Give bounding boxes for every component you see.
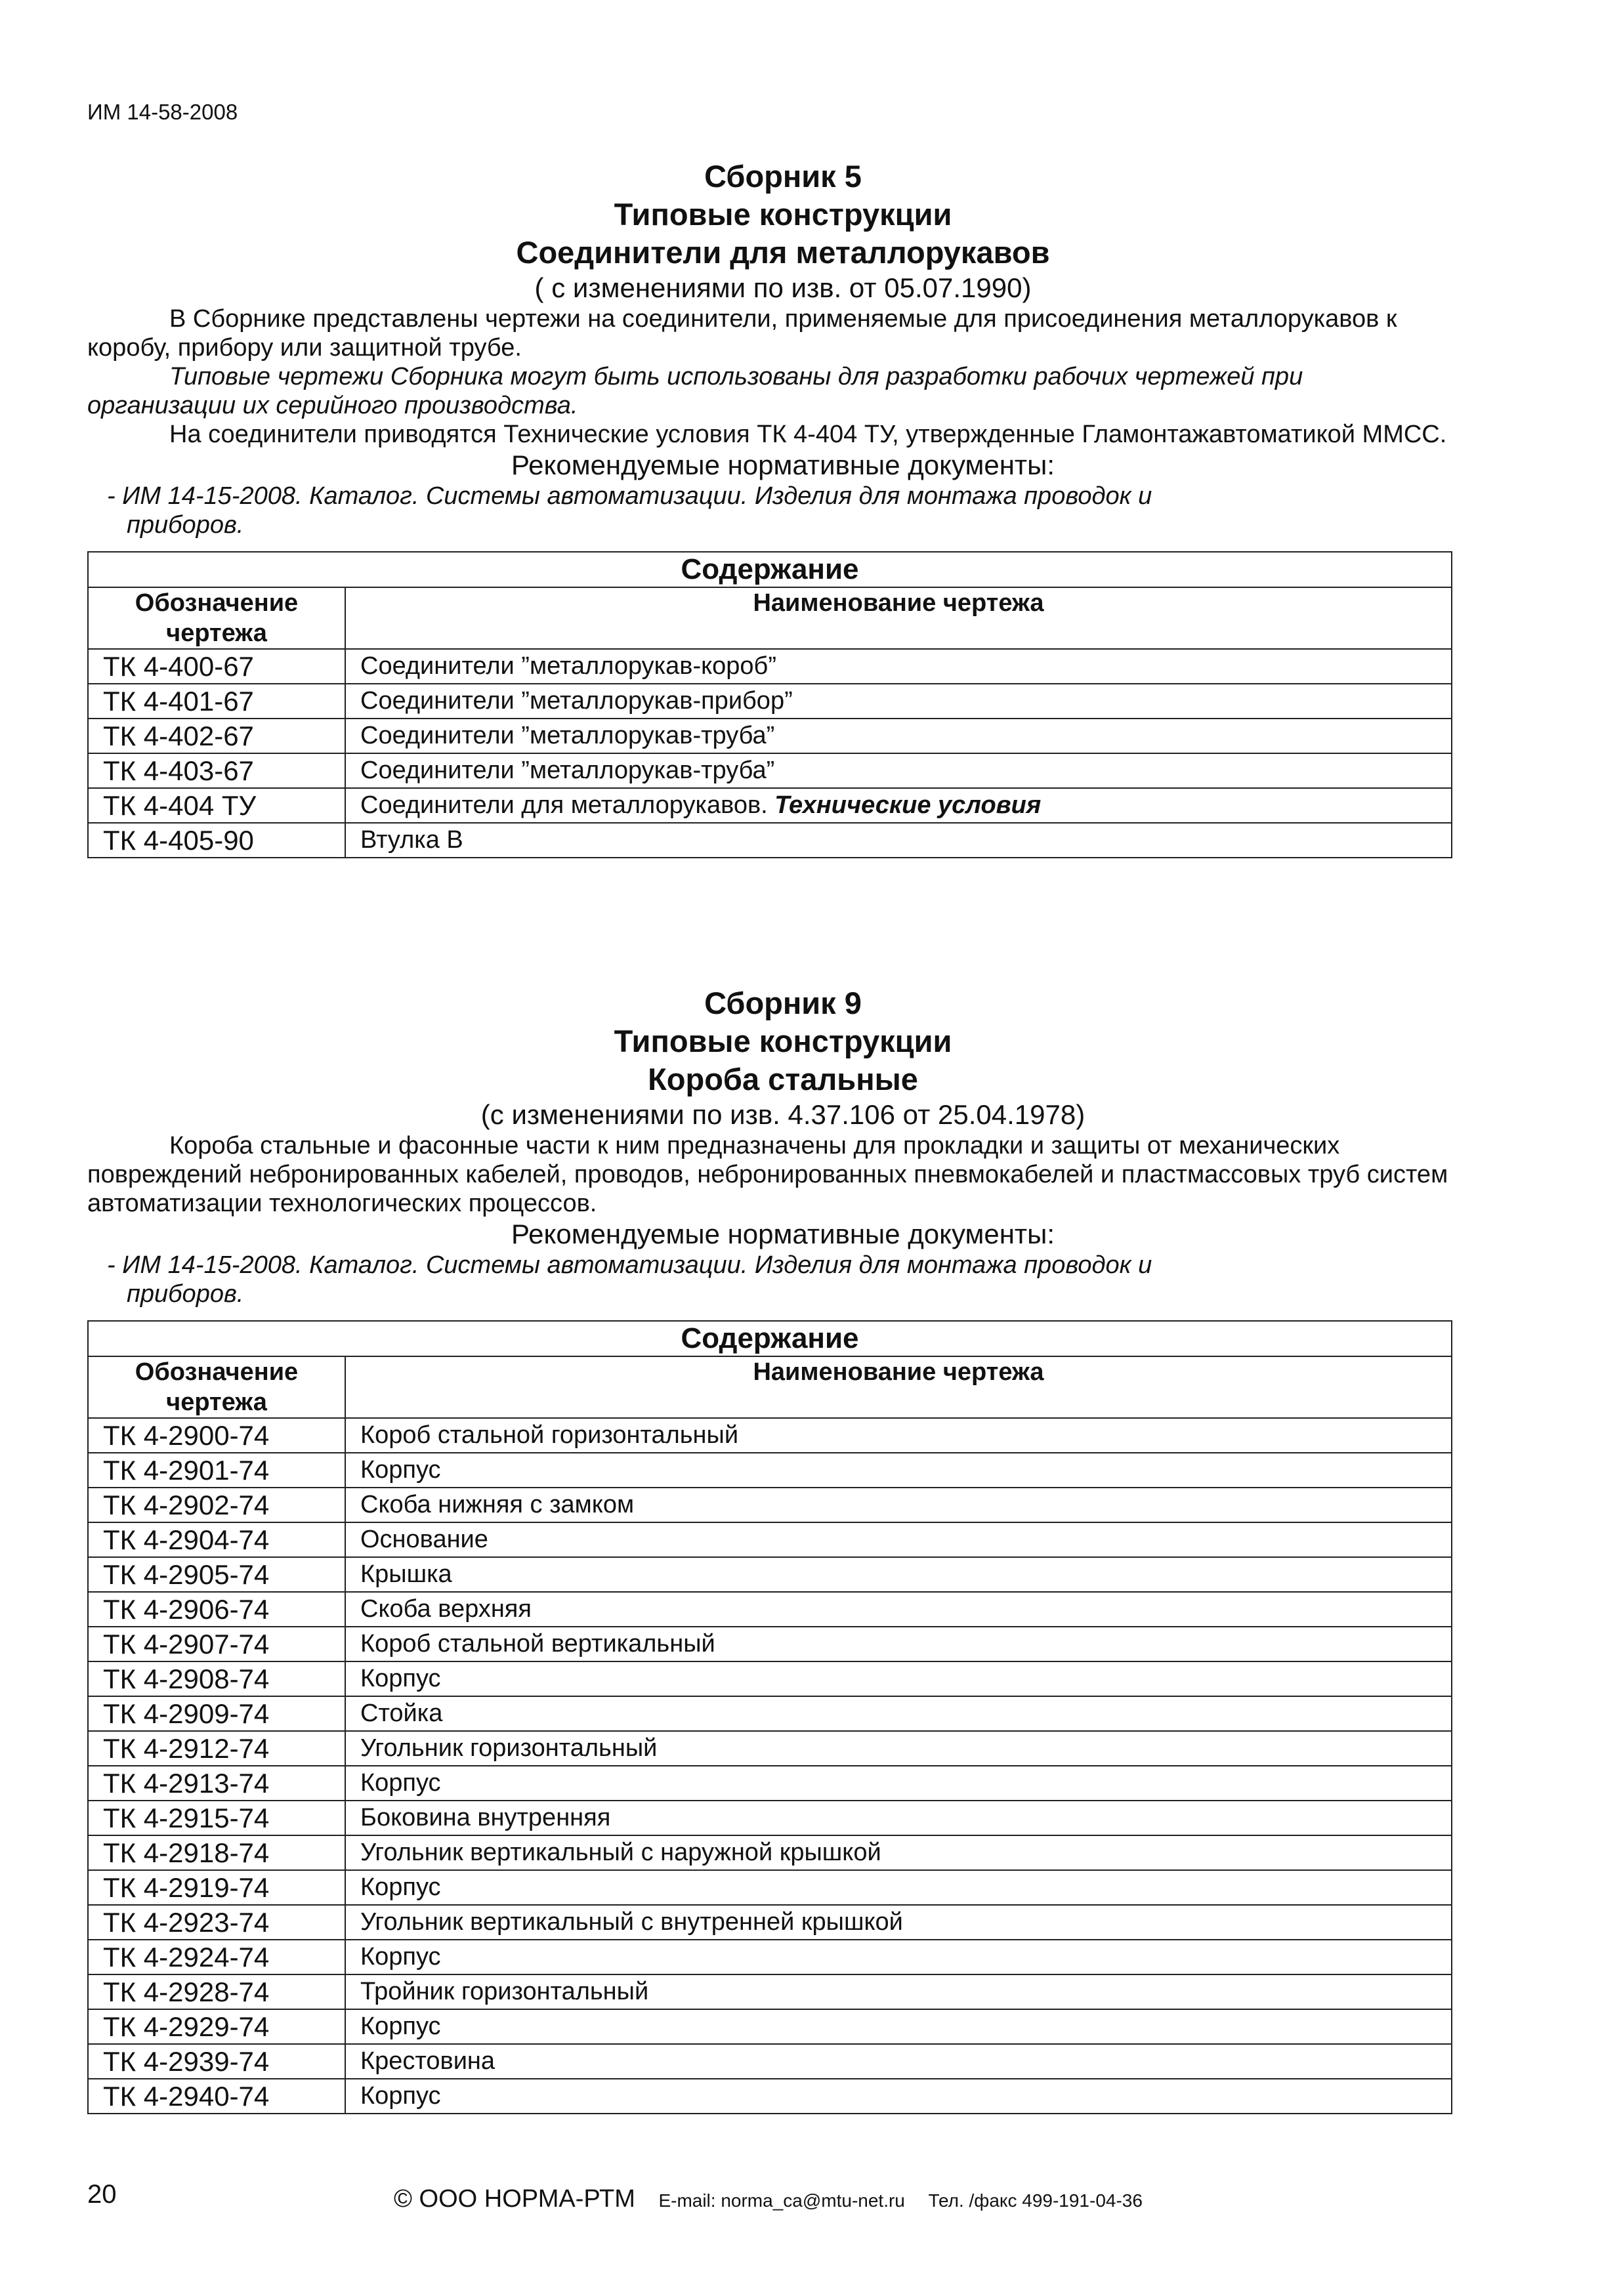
table-row (88, 1835, 1452, 1870)
copyright: © ООО НОРМА-РТМ (394, 2185, 635, 2213)
column-header-name: Наименование чертежа (345, 1356, 1452, 1418)
table-row (88, 2009, 1452, 2044)
drawing-name-text: Соединители ”металлорукав-прибор” (360, 687, 793, 715)
table-row (88, 719, 1452, 753)
drawing-code: ТК 4-403-67 (88, 753, 345, 788)
drawing-name: Корпус (345, 1870, 1452, 1905)
table-row (88, 788, 1452, 823)
recommended-doc-text: - ИМ 14-15-2008. Каталог. Системы автоматизации. Изделия для монтажа проводок и (107, 1251, 1152, 1279)
drawing-code: ТК 4-2908-74 (88, 1661, 345, 1696)
column-header-code: Обозначение чертежа (88, 1356, 345, 1418)
drawing-name-text: Соединители ”металлорукав-труба” (360, 722, 775, 749)
drawing-name: Корпус (345, 2009, 1452, 2044)
table-row (88, 753, 1452, 788)
drawing-code: ТК 4-2940-74 (88, 2079, 345, 2114)
table-row (88, 1592, 1452, 1627)
table-row (88, 1661, 1452, 1696)
table-row (88, 649, 1452, 684)
table-row (88, 1870, 1452, 1905)
recommended-doc-item (87, 1251, 1452, 1308)
changes-note: (с изменениями по изв. 4.37.106 от 25.04.1978) (480, 1099, 1086, 1130)
drawing-name-text: Соединители ”металлорукав-труба” (360, 757, 775, 784)
drawing-name: Крышка (345, 1557, 1452, 1592)
drawing-name: Угольник горизонтальный (345, 1731, 1452, 1766)
drawing-code: ТК 4-401-67 (88, 684, 345, 719)
drawing-code: ТК 4-2923-74 (88, 1905, 345, 1940)
collection-5-section (87, 157, 1452, 858)
document-code: ИМ 14-58-2008 (87, 100, 238, 124)
drawing-name-text: Соединители для металлорукавов. (360, 791, 775, 819)
drawing-code: ТК 4-2906-74 (88, 1592, 345, 1627)
drawing-code: ТК 4-2912-74 (88, 1731, 345, 1766)
contents-table (87, 551, 1452, 858)
drawing-name: Основание (345, 1522, 1452, 1557)
drawing-name (345, 788, 1452, 823)
changes-note: ( с изменениями по изв. от 05.07.1990) (534, 272, 1032, 303)
recommended-docs-heading: Рекомендуемые нормативные документы: (511, 449, 1055, 480)
drawing-name: Короб стальной вертикальный (345, 1627, 1452, 1661)
table-caption: Содержание (88, 1321, 1452, 1356)
table-row (88, 1696, 1452, 1731)
drawing-name (345, 649, 1452, 684)
drawing-code: ТК 4-2907-74 (88, 1627, 345, 1661)
drawing-code: ТК 4-2919-74 (88, 1870, 345, 1905)
recommended-doc-item (87, 482, 1452, 539)
recommended-doc-text-cont: приборов. (127, 1280, 244, 1308)
table-caption: Содержание (88, 552, 1452, 587)
drawing-code: ТК 4-2901-74 (88, 1453, 345, 1488)
table-row (88, 2079, 1452, 2114)
drawing-name: Боковина внутренняя (345, 1801, 1452, 1835)
drawing-name: Корпус (345, 1766, 1452, 1801)
column-header-name: Наименование чертежа (345, 587, 1452, 649)
contents-table (87, 1320, 1452, 2114)
drawing-code: ТК 4-2929-74 (88, 2009, 345, 2044)
table-row (88, 2044, 1452, 2079)
drawing-code: ТК 4-2902-74 (88, 1488, 345, 1522)
drawing-name: Корпус (345, 1453, 1452, 1488)
collection-topic: Короба стальные (648, 1062, 918, 1096)
phone-fax: Тел. /факс 499-191-04-36 (928, 2190, 1143, 2211)
drawing-code: ТК 4-2924-74 (88, 1940, 345, 1974)
drawing-name: Корпус (345, 1661, 1452, 1696)
collection-title: Сборник 9 (704, 986, 862, 1020)
recommended-docs-heading: Рекомендуемые нормативные документы: (511, 1219, 1055, 1249)
description-paragraph: Типовые чертежи Сборника могут быть использованы для разработки рабочих чертежей при организации их серийного производства. (87, 363, 1303, 419)
table-row (88, 1974, 1452, 2009)
drawing-name: Скоба верхняя (345, 1592, 1452, 1627)
drawing-name: Скоба нижняя с замком (345, 1488, 1452, 1522)
drawing-code: ТК 4-404 ТУ (88, 788, 345, 823)
drawing-name: Крестовина (345, 2044, 1452, 2079)
drawing-name-emphasis: Технические условия (774, 791, 1042, 819)
drawing-code: ТК 4-2928-74 (88, 1974, 345, 2009)
table-row (88, 1453, 1452, 1488)
drawing-code: ТК 4-402-67 (88, 719, 345, 753)
table-row (88, 1418, 1452, 1453)
drawing-code: ТК 4-2904-74 (88, 1522, 345, 1557)
drawing-code: ТК 4-2909-74 (88, 1696, 345, 1731)
table-row (88, 1905, 1452, 1940)
drawing-name: Корпус (345, 1940, 1452, 1974)
collection-subtitle: Типовые конструкции (614, 1024, 952, 1058)
column-header-code: Обозначение чертежа (88, 587, 345, 649)
email-link[interactable]: E-mail: norma_ca@mtu-net.ru (658, 2190, 905, 2211)
table-row (88, 1488, 1452, 1522)
drawing-code: ТК 4-2939-74 (88, 2044, 345, 2079)
drawing-name-text: Соединители ”металлорукав-короб” (360, 652, 776, 680)
table-row (88, 1766, 1452, 1801)
drawing-name: Тройник горизонтальный (345, 1974, 1452, 2009)
drawing-name-text: Втулка В (360, 826, 463, 854)
recommended-doc-text: - ИМ 14-15-2008. Каталог. Системы автоматизации. Изделия для монтажа проводок и (107, 482, 1152, 510)
drawing-name: Стойка (345, 1696, 1452, 1731)
drawing-code: ТК 4-405-90 (88, 823, 345, 858)
drawing-name: Короб стальной горизонтальный (345, 1418, 1452, 1453)
drawing-name (345, 684, 1452, 719)
table-row (88, 823, 1452, 858)
drawing-name (345, 753, 1452, 788)
collection-title: Сборник 5 (704, 159, 862, 194)
collection-topic: Соединители для металлорукавов (516, 235, 1050, 270)
drawing-code: ТК 4-2900-74 (88, 1418, 345, 1453)
drawing-name: Угольник вертикальный с внутренней крышкой (345, 1905, 1452, 1940)
table-row (88, 684, 1452, 719)
table-row (88, 1801, 1452, 1835)
drawing-code: ТК 4-2915-74 (88, 1801, 345, 1835)
footer-contacts (394, 2185, 1143, 2213)
table-row (88, 1522, 1452, 1557)
collection-9-section (87, 984, 1452, 2114)
drawing-name (345, 719, 1452, 753)
description-paragraph: Короба стальные и фасонные части к ним предназначены для прокладки и защиты от механических повреждений небронированных кабелей, проводов, небронированных пневмокабелей и пластмассовых труб систем автоматизации технологических процессов. (87, 1132, 1448, 1217)
drawing-code: ТК 4-2905-74 (88, 1557, 345, 1592)
table-row (88, 1627, 1452, 1661)
description-paragraph: На соединители приводятся Технические условия ТК 4-404 ТУ, утвержденные Гламонтажавтоматикой ММСС. (169, 421, 1447, 448)
collection-subtitle: Типовые конструкции (614, 197, 952, 232)
drawing-code: ТК 4-2913-74 (88, 1766, 345, 1801)
recommended-doc-text-cont: приборов. (127, 511, 244, 539)
table-row (88, 1557, 1452, 1592)
drawing-name: Корпус (345, 2079, 1452, 2114)
drawing-code: ТК 4-400-67 (88, 649, 345, 684)
page-number: 20 (87, 2180, 117, 2209)
drawing-code: ТК 4-2918-74 (88, 1835, 345, 1870)
table-row (88, 1940, 1452, 1974)
drawing-name: Угольник вертикальный с наружной крышкой (345, 1835, 1452, 1870)
table-row (88, 1731, 1452, 1766)
drawing-name (345, 823, 1452, 858)
description-paragraph: В Сборнике представлены чертежи на соединители, применяемые для присоединения металлорукавов к коробу, прибору или защитной трубе. (87, 305, 1397, 362)
